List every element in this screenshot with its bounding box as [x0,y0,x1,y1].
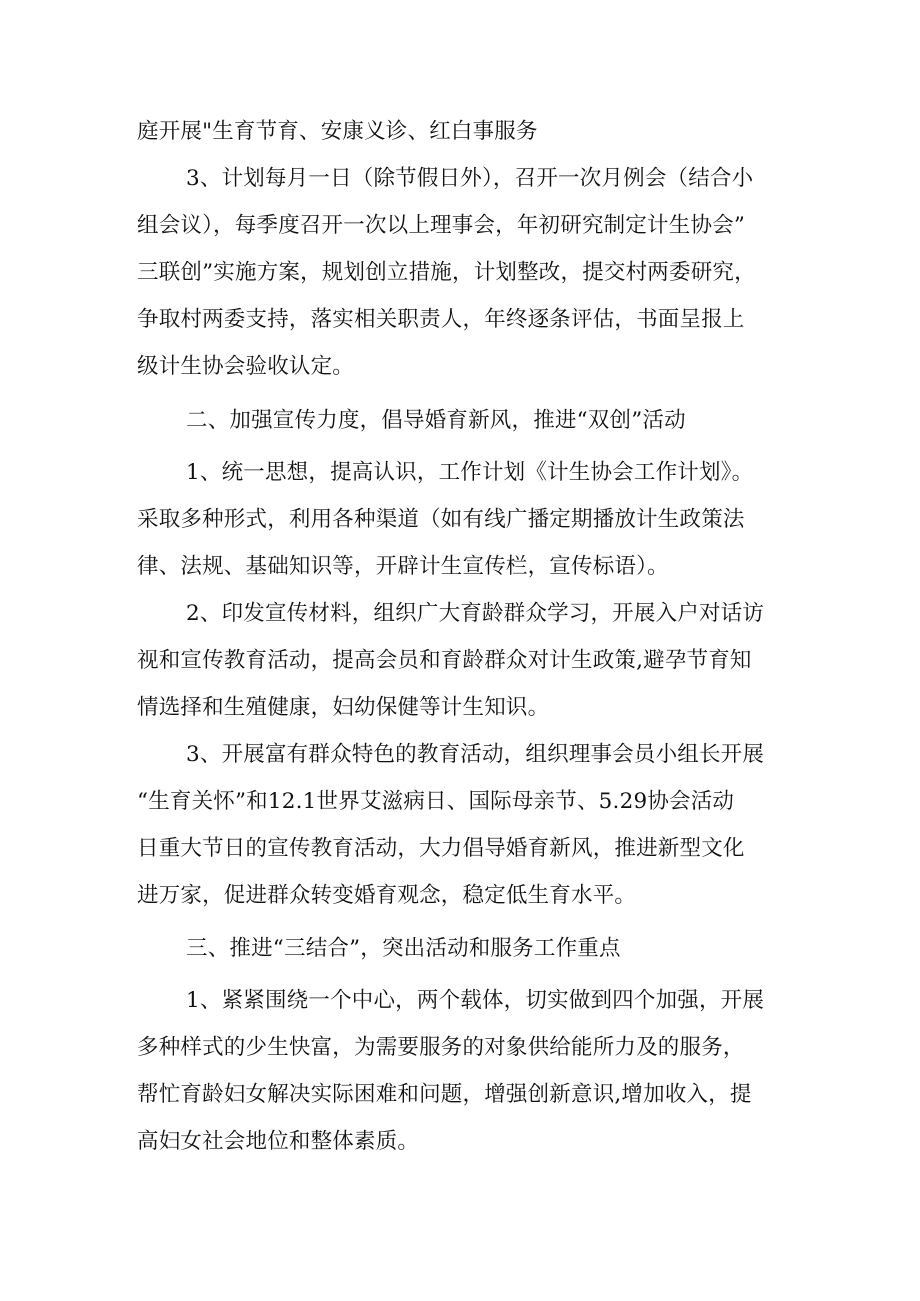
paragraph-line: 争取村两委支持，落实相关职责人，年终逐条评估，书面呈报上 [137,307,745,332]
paragraph-line: 三联创”实施方案，规划创立措施，计划整改，提交村两委研究， [137,260,756,285]
paragraph-line: 高妇女社会地位和整体素质。 [137,1129,420,1154]
paragraph-line: 1、统一思想，提高认识，工作计划《计生协会工作计划》。 [186,460,754,485]
paragraph-line: 多种样式的少生快富，为需要服务的对象供给能所力及的服务， [137,1035,745,1060]
paragraph-line: 2、印发宣传材料，组织广大育龄群众学习，开展入户对话访 [186,601,765,626]
paragraph-line: 情选择和生殖健康，妇幼保健等计生知识。 [137,695,550,720]
paragraph-line: 采取多种形式，利用各种渠道（如有线广播定期播放计生政策法 [137,507,745,532]
paragraph-line: 1、紧紧围绕一个中心，两个载体，切实做到四个加强，开展 [186,988,765,1013]
paragraph-line: 3、计划每月一日（除节假日外），召开一次月例会（结合小 [186,166,754,191]
paragraph-line: 日重大节日的宣传教育活动，大力倡导婚育新风，推进新型文化 [137,836,745,861]
paragraph-line: 级计生协会验收认定。 [137,354,355,379]
paragraph-line: 进万家，促进群众转变婚育观念，稳定低生育水平。 [137,883,637,908]
paragraph-line: 庭开展"生育节育、安康义诊、红白事服务 [137,119,538,144]
paragraph-line: 律、法规、基础知识等，开辟计生宣传栏，宣传标语）。 [137,554,669,579]
section-heading: 三、推进“三结合”，突出活动和服务工作重点 [186,936,621,961]
paragraph-line: 帮忙育龄妇女解决实际困难和问题，增强创新意识,增加收入，提 [137,1082,752,1107]
paragraph-line: 组会议），每季度召开一次以上理事会，年初研究制定计生协会” [137,213,746,238]
paragraph-line: “生育关怀”和12.1世界艾滋病日、国际母亲节、5.29协会活动 [137,789,735,814]
paragraph-line: 视和宣传教育活动，提高会员和育龄群众对计生政策,避孕节育知 [137,648,752,673]
paragraph-line: 3、开展富有群众特色的教育活动，组织理事会员小组长开展 [186,742,765,767]
section-heading: 二、加强宣传力度，倡导婚育新风，推进“双创”活动 [186,408,686,433]
